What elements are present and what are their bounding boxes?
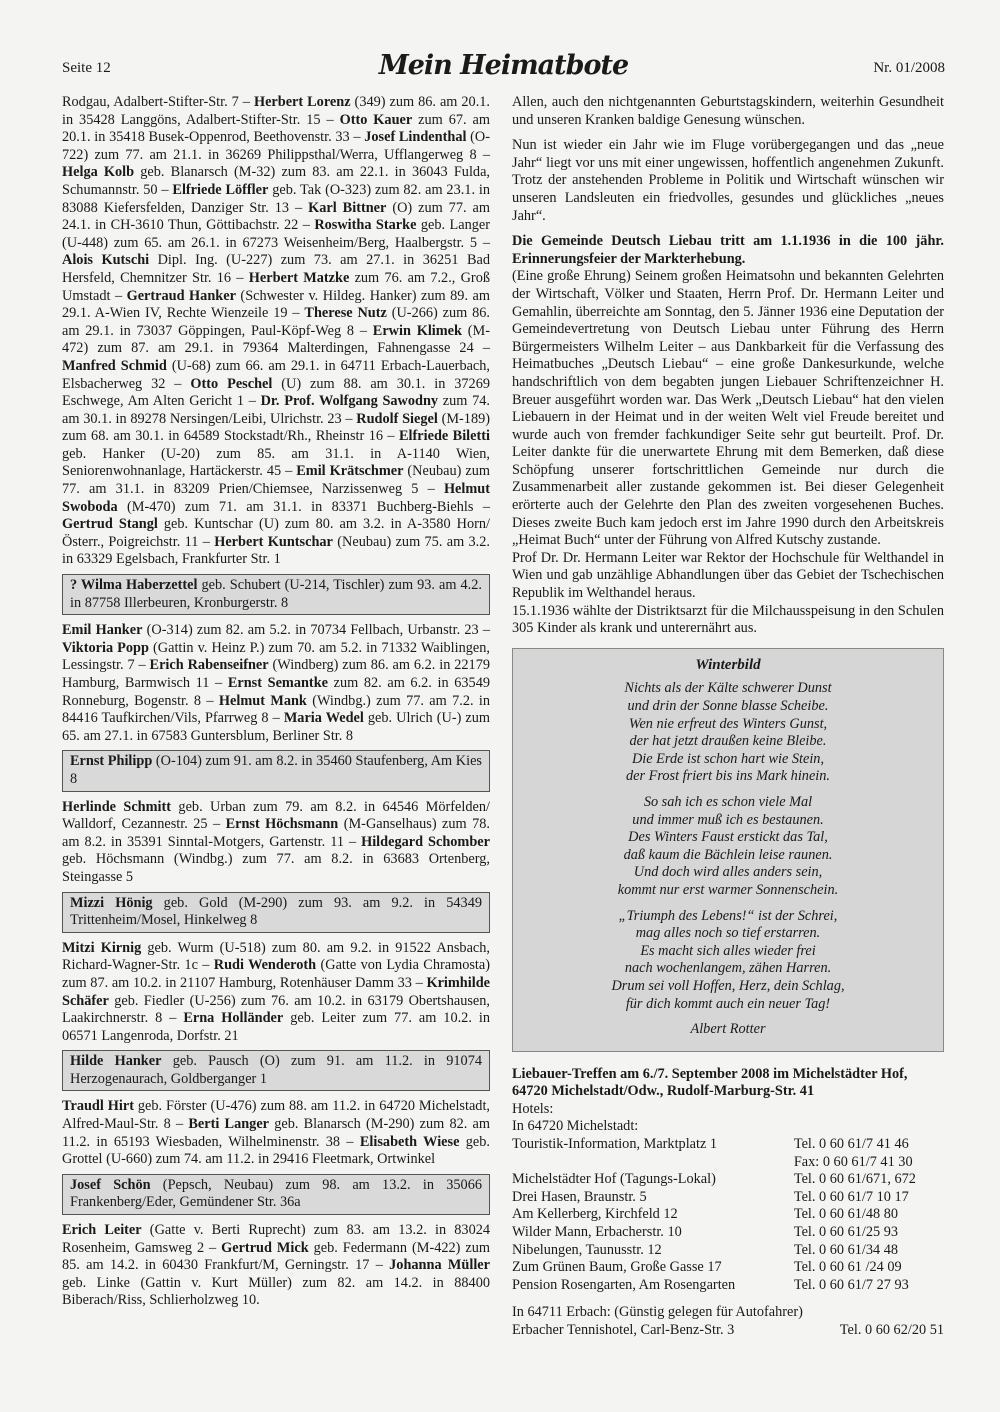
hotel-name: Wilder Mann, Erbacherstr. 10 bbox=[512, 1224, 682, 1241]
poem-author: Albert Rotter bbox=[690, 1021, 766, 1038]
person-name: Herbert Lorenz bbox=[253, 94, 351, 110]
hotel-row bbox=[512, 1259, 944, 1277]
person-name: Ernst Philipp bbox=[70, 753, 153, 770]
person-name: Hilde Hanker bbox=[70, 1053, 162, 1070]
poem-line: So sah ich es schon viele Mal bbox=[643, 793, 813, 810]
hotel-name: Michelstädter Hof (Tagungs-Lokal) bbox=[512, 1171, 716, 1188]
person-name: Herlinde Schmitt bbox=[62, 798, 172, 815]
poem-line: und drin der Sonne blasse Scheibe. bbox=[627, 698, 829, 714]
birthday-detail: geb. Blanarsch (M-290) zum 82. am 11.2. in 65193 Wiesbaden, Wilhelminenstr. 38 – bbox=[62, 1116, 490, 1150]
person-name: Hildegard Schomber bbox=[361, 833, 490, 850]
article-leiter: Prof Dr. Dr. Hermann Leiter war Rektor der Hochschule für Welthandel in Wien und gab unzählige Abhandlungen über das Gebiet der Tschechischen Republik im Welthandel heraus. bbox=[512, 549, 944, 602]
birthday-detail: (Schwester v. Hildeg. Hanker) zum 89. am 29.1. A-Wien IV, Rechte Wienzeile 19 – bbox=[62, 287, 490, 322]
poem-stanza bbox=[523, 908, 933, 1014]
hotel-phone: Tel. 0 60 61/34 48 bbox=[793, 1241, 899, 1258]
person-name: Helmut Mank bbox=[218, 692, 307, 709]
birthday-detail: (349) zum 86. am 20.1. in 35428 Langgöns, Adalbert-Stifter-Str. 15 – bbox=[62, 94, 490, 128]
poem-line: kommt nur erst warmer Sonnenschein. bbox=[617, 881, 839, 898]
person-name: Josef Schön bbox=[70, 1176, 151, 1193]
birthday-detail: geb. Pausch (O) zum 91. am 11.2. in 91074 Herzogenaurach, Goldberganger 1 bbox=[70, 1053, 482, 1087]
birthday-detail: geb. Fiedler (U-256) zum 76. am 10.2. in 63179 Obertshausen, Laakirchnerstr. 8 – bbox=[62, 992, 490, 1027]
page-header bbox=[62, 50, 945, 84]
person-name: Mizzi Hönig bbox=[70, 894, 153, 911]
newspaper-logo: Mein Heimatbote bbox=[378, 50, 629, 81]
page-number: Seite 12 bbox=[62, 60, 111, 76]
birthday-highlight-box bbox=[62, 574, 490, 615]
person-name: ? Wilma Haberzettel bbox=[70, 577, 198, 594]
birthday-detail: (Neubau) zum 75. am 3.2. in 63329 Egelsbach, Frankfurter Str. 1 bbox=[62, 533, 490, 568]
hotel-phone: Tel. 0 60 61 /24 09 bbox=[793, 1259, 902, 1276]
new-year-greeting: Nun ist wieder ein Jahr wie im Fluge vorübergegangen und das „neue Jahr“ liegt vor uns mit einer ungewissen, hoffentlich angenehmen Zukunft. Trotz der anstehenden Probleme in Politik und Wirtschaft wünschen wir unseren Landsleuten ein friedvolles, gesundes und glückliches „neues Jahr“. bbox=[512, 137, 944, 224]
hotel-name: Nibelungen, Taunusstr. 12 bbox=[512, 1241, 662, 1258]
meeting-title: Liebauer-Treffen am 6./7. September 2008 im Michelstädter Hof, 64720 Michelstadt/Odw., Rudolf-Marburg-Str. 41 bbox=[512, 1065, 908, 1100]
person-name: Erich Leiter bbox=[62, 1222, 142, 1239]
person-name: Erna Holländer bbox=[183, 1010, 284, 1027]
person-name: Manfred Schmid bbox=[62, 357, 167, 374]
person-name: Rudi Wenderoth bbox=[213, 957, 317, 974]
hotel-phone: Tel. 0 60 61/48 80 bbox=[793, 1206, 899, 1223]
poem-line: „Triumph des Lebens!“ ist der Schrei, bbox=[618, 907, 838, 924]
poem-line: mag alles noch so tief erstarren. bbox=[635, 925, 821, 942]
poem-line: Drum sei voll Hoffen, Herz, dein Schlag, bbox=[611, 977, 845, 994]
person-name: Krimhilde Schäfer bbox=[62, 974, 490, 1009]
person-name: Elfriede Löffler bbox=[172, 181, 269, 198]
person-name: Emil Krätschmer bbox=[296, 463, 404, 480]
birthday-detail: (Neubau) zum 77. am 31.1. in 83209 Prien/Chiemsee, Narzissenweg 5 – bbox=[62, 463, 490, 498]
birthday-detail: geb. Höchsmann (Windbg.) zum 77. am 8.2. in 63683 Ortenberg, Steingasse 5 bbox=[62, 851, 490, 885]
person-name: Therese Nutz bbox=[304, 305, 387, 322]
birthday-detail: Rodgau, Adalbert-Stifter-Str. 7 – bbox=[62, 94, 254, 110]
person-name: Helmut Swoboda bbox=[62, 481, 490, 515]
hotel-row bbox=[512, 1242, 944, 1260]
birthday-detail: zum 74. am 30.1. in 89278 Nersingen/Leibi, Ulrichstr. 23 – bbox=[62, 393, 490, 427]
person-name: Viktoria Popp bbox=[62, 639, 149, 656]
hotels-label: Hotels: bbox=[512, 1100, 554, 1117]
birthday-detail: geb. Blanarsch (M-32) zum 83. am 22.1. in 36043 Fulda, Schumannstr. 50 – bbox=[62, 164, 490, 198]
birthday-detail: (O) zum 77. am 24.1. in CH-3610 Thun, Göttibachstr. 22 – bbox=[62, 199, 490, 234]
poem-line: Nichts als der Kälte schwerer Dunst bbox=[624, 680, 832, 697]
person-name: Berti Langer bbox=[188, 1116, 270, 1133]
birthday-detail: (Pepsch, Neubau) zum 98. am 13.2. in 35066 Frankenberg/Eder, Gemündener Str. 36a bbox=[70, 1176, 482, 1211]
birthday-detail: (O-722) zum 77. am 21.1. in 36269 Philippsthal/Werra, Ufflangerweg 8 – bbox=[62, 129, 490, 163]
person-name: Karl Bittner bbox=[308, 199, 387, 216]
birthday-detail: geb. Gold (M-290) zum 93. am 9.2. in 54349 Trittenheim/Mosel, Hinkelweg 8 bbox=[70, 894, 482, 929]
hotel-phone: Tel. 0 60 61/7 41 46 bbox=[793, 1136, 909, 1153]
person-name: Emil Hanker bbox=[62, 622, 143, 639]
poem-stanza bbox=[523, 794, 933, 900]
birthday-detail: (M-189) zum 68. am 30.1. in 64589 Stockstadt/Rh., Rheinstr 16 – bbox=[62, 410, 491, 445]
left-column bbox=[62, 94, 490, 1314]
person-name: Elisabeth Wiese bbox=[359, 1133, 460, 1150]
person-name: Mitzi Kirnig bbox=[62, 939, 142, 956]
birthday-detail: (U-266) zum 86. am 29.1. in 73037 Göppingen, Paul-Köpf-Weg 8 – bbox=[62, 305, 490, 339]
person-name: Gertraud Hanker bbox=[126, 287, 236, 304]
person-name: Dr. Prof. Wolfgang Sawodny bbox=[260, 393, 439, 410]
birthday-detail: geb. Schubert (U-214, Tischler) zum 93. am 4.2. in 87758 Illerbeuren, Kronburgerstr. 8 bbox=[70, 577, 482, 611]
birthday-detail: geb. Förster (U-476) zum 88. am 11.2. in 64720 Michelstadt, Alfred-Maul-Str. 8 – bbox=[62, 1098, 491, 1133]
person-name: Maria Wedel bbox=[283, 710, 364, 727]
birthday-detail: (Gatte von Lydia Chramosta) zum 87. am 10.2. in 21107 Hamburg, Rotenhäuser Damm 33 – bbox=[62, 957, 490, 991]
hotel-name: Pension Rosengarten, Am Rosengarten bbox=[512, 1276, 736, 1293]
hotel-row bbox=[512, 1224, 944, 1242]
poem-line: Des Winters Faust erstickt das Tal, bbox=[628, 829, 828, 846]
hotel-phone: Tel. 0 60 61/671, 672 bbox=[793, 1171, 916, 1188]
article-title: Die Gemeinde Deutsch Liebau tritt am 1.1.1936 in die 100 jähr. Erinnerungsfeier der Markterhebung. bbox=[512, 233, 944, 267]
hotel-name: Am Kellerberg, Kirchfeld 12 bbox=[512, 1206, 678, 1223]
birthday-detail: (U) zum 88. am 30.1. in 37269 Eschwege, Am Alten Gericht 1 – bbox=[62, 375, 490, 410]
poem-line: der Frost friert bis ins Mark hinein. bbox=[626, 768, 830, 785]
birthday-list bbox=[62, 94, 490, 569]
person-name: Gertrud Stangl bbox=[62, 516, 158, 533]
birthday-detail: geb. Hanker (U-20) zum 85. am 31.1. in A-1140 Wien, Seniorenwohnanlage, Hartäckerstr. 45 – bbox=[62, 445, 490, 480]
birthday-detail: Dipl. Ing. (U-227) zum 73. am 27.1. in 36251 Bad Hersfeld, Chemnitzer Str. 16 – bbox=[62, 252, 490, 286]
birthday-detail: (M-472) zum 87. am 29.1. in 79364 Malterdingen, Fahnengasse 24 – bbox=[62, 322, 490, 357]
birthday-wishes: Allen, auch den nichtgenannten Geburtstagskindern, weiterhin Gesundheit und unseren Kranken baldige Genesung wünschen. bbox=[512, 94, 944, 128]
hotel-list bbox=[512, 1136, 944, 1294]
birthday-detail: (Gatte v. Berti Ruprecht) zum 83. am 13.2. in 83024 Rosenheim, Gamsweg 2 – bbox=[62, 1222, 491, 1256]
hotel-name: Drei Hasen, Braunstr. 5 bbox=[512, 1188, 647, 1205]
hotel-phone: Fax: 0 60 61/7 41 30 bbox=[793, 1153, 913, 1170]
birthday-detail: zum 76. am 7.2., Groß Umstadt – bbox=[62, 269, 490, 304]
hotel-name: Zum Grünen Baum, Große Gasse 17 bbox=[512, 1259, 722, 1276]
person-name: Alois Kutschi bbox=[62, 252, 150, 269]
poem-line: nach wochenlangem, zähen Harren. bbox=[624, 960, 832, 977]
birthday-detail: (Windberg) zum 86. am 6.2. in 22179 Hamburg, Barmwisch 11 – bbox=[62, 657, 491, 691]
hotel-phone: Tel. 0 60 62/20 51 bbox=[839, 1322, 944, 1338]
birthday-detail: zum 82. am 6.2. in 63549 Ronneburg, Bogenstr. 8 – bbox=[62, 675, 490, 709]
birthday-detail: (M-470) zum 71. am 31.1. in 83371 Buchberg-Biehls – bbox=[117, 498, 490, 515]
person-name: Roswitha Starke bbox=[314, 217, 417, 234]
birthday-list bbox=[62, 940, 490, 1046]
birthday-detail: (O-314) zum 82. am 5.2. in 70734 Fellbach, Urbanstr. 23 – bbox=[142, 622, 490, 639]
right-column bbox=[512, 94, 944, 1340]
person-name: Ernst Semantke bbox=[227, 675, 328, 691]
poem-line: für dich kommt auch ein neuer Tag! bbox=[625, 995, 831, 1012]
hotel-row bbox=[512, 1154, 944, 1172]
birthday-detail: geb. Urban zum 79. am 8.2. in 64546 Mörfelden/ Walldorf, Cezannestr. 25 – bbox=[62, 798, 490, 833]
hotel-row bbox=[512, 1136, 944, 1154]
person-name: Otto Kauer bbox=[339, 111, 413, 128]
hotel-name: Touristik-Information, Marktplatz 1 bbox=[512, 1136, 718, 1153]
birthday-detail: (M-Ganselhaus) zum 78. am 8.2. in 35391 Sinntal-Motgers, Gartenstr. 11 – bbox=[62, 816, 490, 850]
person-name: Herbert Matzke bbox=[248, 269, 350, 286]
birthday-detail: geb. Wurm (U-518) zum 80. am 9.2. in 91522 Ansbach, Richard-Wagner-Str. 1c – bbox=[62, 939, 490, 974]
poem-line: Es macht sich alles wieder frei bbox=[640, 942, 816, 959]
birthday-detail: geb. Linke (Gattin v. Kurt Müller) zum 82. am 14.2. in 88400 Biberach/Riss, Schlierholzweg 10. bbox=[62, 1274, 490, 1309]
article-1936: 15.1.1936 wählte der Distriktsarzt für die Milchausspeisung in den Schulen 305 Kinder als krank und unterernährt aus. bbox=[512, 602, 944, 637]
poem-stanza bbox=[523, 680, 933, 786]
birthday-list bbox=[62, 1098, 490, 1168]
person-name: Traudl Hirt bbox=[62, 1098, 134, 1115]
location-michelstadt: In 64720 Michelstadt: bbox=[512, 1118, 639, 1135]
poem-line: Wen nie erfreut des Winters Gunst, bbox=[628, 715, 828, 732]
poem-line: daß kaum die Bächlein leise raunen. bbox=[623, 846, 833, 863]
birthday-detail: geb. Ulrich (U-) zum 65. am 27.1. in 67583 Guntersblum, Berliner Str. 8 bbox=[62, 710, 490, 744]
birthday-highlight-box bbox=[62, 1050, 490, 1091]
birthday-highlight-box bbox=[62, 750, 490, 791]
person-name: Gertrud Mick bbox=[221, 1239, 309, 1256]
poem-line: und immer muß ich es bestaunen. bbox=[632, 811, 824, 828]
birthday-highlight-box bbox=[62, 892, 490, 933]
hotel-phone: Tel. 0 60 61/25 93 bbox=[793, 1224, 899, 1241]
birthday-detail: geb. Kuntschar (U) zum 80. am 3.2. in A-3580 Horn/Österr., Poigreichstr. 11 – bbox=[62, 516, 491, 550]
poem-line: Die Erde ist schon hart wie Stein, bbox=[631, 750, 825, 767]
birthday-list bbox=[62, 1222, 490, 1310]
location-erbach: In 64711 Erbach: (Günstig gelegen für Autofahrer) bbox=[512, 1304, 803, 1321]
poem-line: Und doch wird alles anders sein, bbox=[633, 864, 823, 881]
birthday-detail: geb. Leiter zum 77. am 10.2. in 06571 Langenroda, Dorfstr. 21 bbox=[62, 1010, 490, 1044]
person-name: Josef Lindenthal bbox=[364, 129, 467, 146]
birthday-detail: (U-68) zum 66. am 29.1. in 64711 Erbach-Lauerbach, Elsbacherweg 32 – bbox=[62, 357, 490, 392]
birthday-detail: geb. Grottel (U-660) zum 74. am 11.2. in 29416 Fleetmark, Ortwinkel bbox=[62, 1133, 490, 1168]
poem-line: der hat jetzt draußen keine Bleibe. bbox=[629, 733, 827, 750]
person-name: Helga Kolb bbox=[62, 164, 135, 181]
person-name: Rudolf Siegel bbox=[356, 410, 438, 427]
person-name: Erwin Klimek bbox=[372, 322, 462, 339]
birthday-detail: zum 67. am 20.1. in 35418 Busek-Oppenrod, Beethovenstr. 33 – bbox=[62, 111, 491, 146]
poem-box bbox=[512, 648, 944, 1052]
hotel-row bbox=[512, 1189, 944, 1207]
hotel-row bbox=[512, 1277, 944, 1295]
person-name: Johanna Müller bbox=[389, 1257, 490, 1274]
birthday-detail: (Gattin v. Heinz P.) zum 70. am 5.2. in 71332 Waiblingen, Lessingstr. 7 – bbox=[62, 639, 490, 674]
birthday-detail: geb. Langer (U-448) zum 65. am 26.1. in 67273 Weisenheim/Berg, Haalbergstr. 5 – bbox=[62, 217, 490, 251]
birthday-detail: geb. Federmann (M-422) zum 85. am 14.2. in 60430 Frankfurt/M, Gerningstr. 17 – bbox=[62, 1239, 490, 1274]
hotel-name bbox=[512, 1154, 782, 1172]
person-name: Herbert Kuntschar bbox=[214, 533, 333, 550]
hotel-name: Erbacher Tennishotel, Carl-Benz-Str. 3 bbox=[512, 1322, 735, 1338]
person-name: Otto Peschel bbox=[190, 375, 273, 392]
person-name: Ernst Höchsmann bbox=[225, 816, 339, 833]
article-body: (Eine große Ehrung) Seinem großen Heimatsohn und bekannten Gelehrten der Wirtschaft, Völker und Staaten, Herrn Prof. Dr. Hermann Leiter und Gemahlin, überreichte am Sonntag, den 5. Jänner 1936 eine Deputation der Gemeindevertretung von Deutsch Liebau unter Führung des Herrn Bürgermeisters Wilhelm Leiter – aus Dankbarkeit für die Verfassung des Heimatbuches „Deutsch Liebau“ – eine große Dankesurkunde, welche handschriftlich von dem begabten jungen Liebauer Schriftenzeichner H. Breuer ausgeführt worden war. Das Werk „Deutsch Liebau“ hat den vielen Liebauern in der Heimat und in der weiten Welt viel Freude bereitet und wurde auch von fremder fachkundiger Seite sehr gut beurteilt. Prof. Dr. Leiter dankte für die unerwartete Ehrung mit dem Bemerken, daß diese Schöpfung unserer fortschrittlichen Gemeinde nur durch die Zusammenarbeit aller zustande gekommen ist. Bei dieser Gelegenheit erörterte auch der Gelehrte den Plan des zweiten vorgesehenen Buches. Dieses zweite Buch kam jedoch erst im Jahre 1990 durch den Arbeitskreis „Heimat Buch“ unter der Führung von Alfred Kutschy zustande. bbox=[512, 268, 944, 549]
birthday-detail: geb. Tak (O-323) zum 82. am 23.1. in 83088 Kiefersfelden, Danziger Str. 13 – bbox=[62, 181, 490, 216]
poem-title: Winterbild bbox=[695, 656, 761, 673]
erbach-hotel-row bbox=[512, 1322, 944, 1340]
birthday-detail: (Windbg.) zum 77. am 7.2. in 84416 Taufkirchen/Vils, Pfarrweg 8 – bbox=[62, 692, 491, 727]
birthday-list bbox=[62, 799, 490, 887]
hotel-phone: Tel. 0 60 61/7 27 93 bbox=[793, 1276, 909, 1293]
person-name: Elfriede Biletti bbox=[399, 428, 490, 445]
birthday-detail: (O-104) zum 91. am 8.2. in 35460 Staufenberg, Am Kies 8 bbox=[70, 753, 482, 787]
birthday-list bbox=[62, 622, 490, 745]
person-name: Erich Rabenseifner bbox=[149, 657, 269, 674]
birthday-highlight-box bbox=[62, 1174, 490, 1215]
hotel-phone: Tel. 0 60 61/7 10 17 bbox=[793, 1188, 909, 1205]
hotel-row bbox=[512, 1171, 944, 1189]
hotel-row bbox=[512, 1206, 944, 1224]
issue-number: Nr. 01/2008 bbox=[873, 60, 945, 76]
